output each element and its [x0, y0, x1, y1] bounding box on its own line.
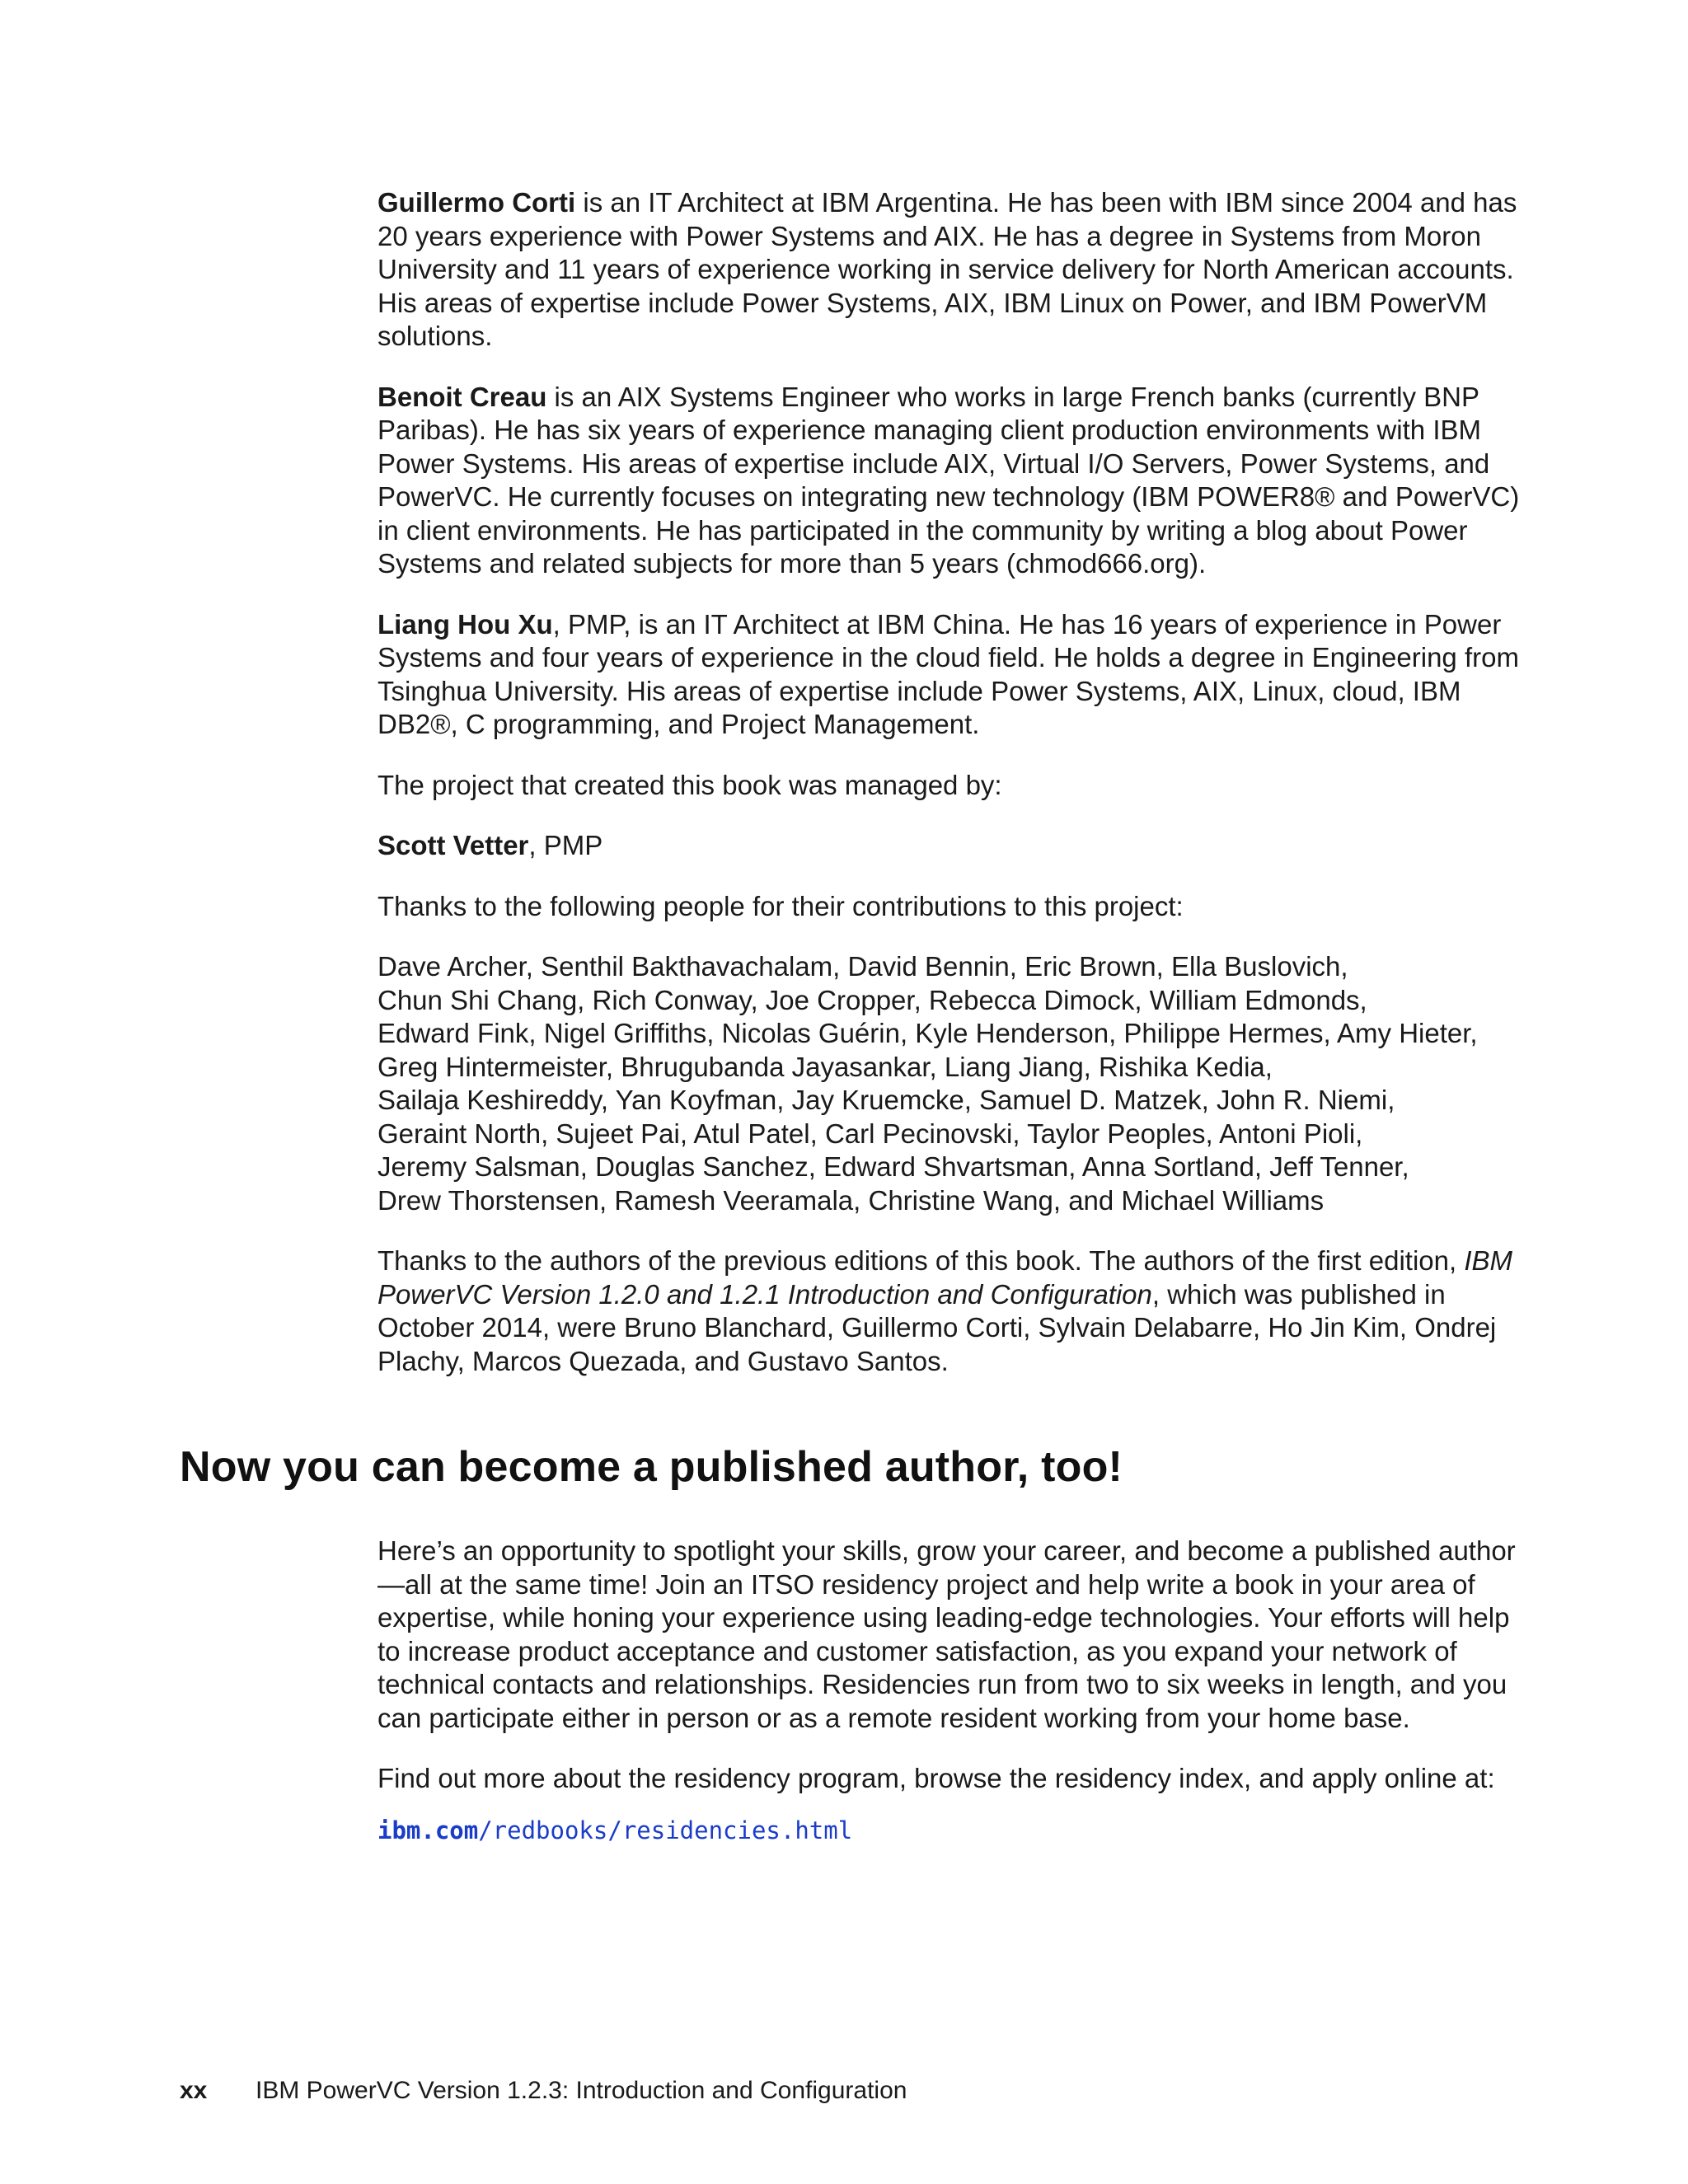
residency-section — [377, 1535, 1531, 1844]
contributors-line: Greg Hintermeister, Bhrugubanda Jayasankar, Liang Jiang, Rishika Kedia, — [377, 1051, 1273, 1082]
bio-text: is an AIX Systems Engineer who works in large French banks (currently BNP Paribas). He has six years of experience managing client production environments with IBM Power Systems. His areas of expertise include AIX, Virtual I/O Servers, Power Systems, and PowerVC. He currently focuses on integrating new technology (IBM POWER8® and PowerVC) in client environments. He has participated in the community by writing a blog about Power Systems and related subjects for more than 5 years (chmod666.org). — [377, 381, 1520, 579]
author-name: Liang Hou Xu — [377, 608, 553, 640]
page-number: xx — [180, 2077, 208, 2104]
link-path[interactable]: /redbooks/residencies.html — [478, 1816, 853, 1844]
acknowledgements-body — [377, 186, 1531, 1405]
previous-editions-text: , which was published in October 2014, were Bruno Blanchard, Guillermo Corti, Sylvain Delabarre, Ho Jin Kim, Ondrej Plachy, Marcos Quezada, and Gustavo Santos. — [377, 1278, 1497, 1376]
author-name: Guillermo Corti — [377, 187, 576, 218]
contributors-line: Chun Shi Chang, Rich Conway, Joe Cropper, Rebecca Dimock, William Edmonds, — [377, 984, 1367, 1015]
footer-book-title: IBM PowerVC Version 1.2.3: Introduction and Configuration — [256, 2077, 907, 2104]
residency-paragraph: Here’s an opportunity to spotlight your skills, grow your career, and become a published author—all at the same time! Join an ITSO residency project and help write a book in your area of expertise, while honing your experience using leading-edge technologies. Your efforts will help to increase product acceptance and customer satisfaction, as you expand your network of technical contacts and relationships. Residencies run from two to six weeks in length, and you can participate either in person or as a remote resident working from your home base. — [377, 1535, 1516, 1733]
bio-paragraph — [377, 608, 1531, 742]
contributors-line: Drew Thorstensen, Ramesh Veeramala, Christine Wang, and Michael Williams — [377, 1184, 1325, 1216]
link-domain[interactable]: ibm.com — [377, 1816, 479, 1844]
previous-editions-paragraph — [377, 1244, 1531, 1378]
contributors-line: Sailaja Keshireddy, Yan Koyfman, Jay Kruemcke, Samuel D. Matzek, John R. Niemi, — [377, 1085, 1395, 1115]
thanks-intro: Thanks to the following people for their contributions to this project: — [377, 890, 1184, 921]
manager-line — [377, 829, 1531, 863]
bio-paragraph — [377, 186, 1531, 354]
contributors-line: Dave Archer, Senthil Bakthavachalam, David Bennin, Eric Brown, Ella Buslovich, — [377, 951, 1348, 982]
author-name: Benoit Creau — [377, 381, 547, 412]
section-heading: Now you can become a published author, too! — [180, 1443, 1123, 1491]
residencies-link[interactable] — [377, 1816, 1531, 1844]
find-out-more: Find out more about the residency program, browse the residency index, and apply online at: — [377, 1763, 1495, 1793]
contributors-list — [377, 950, 1531, 1217]
contributors-line: Jeremy Salsman, Douglas Sanchez, Edward Shvartsman, Anna Sortland, Jeff Tenner, — [377, 1151, 1409, 1182]
bio-text: , PMP, is an IT Architect at IBM China. He has 16 years of experience in Power Systems and four years of experience in the cloud field. He holds a degree in Engineering from Tsinghua University. His areas of expertise include Power Systems, AIX, Linux, cloud, IBM DB2®, C programming, and Project Management. — [377, 608, 1519, 739]
manager-name: Scott Vetter — [377, 830, 529, 860]
previous-editions-text: Thanks to the authors of the previous editions of this book. The authors of the first edition, — [377, 1245, 1465, 1276]
first-edition-title: IBM PowerVC Version 1.2.0 and 1.2.1 Introduction and Configuration — [377, 1245, 1512, 1310]
contributors-line: Edward Fink, Nigel Griffiths, Nicolas Guérin, Kyle Henderson, Philippe Hermes, Amy Hieter, — [377, 1018, 1478, 1048]
contributors-line: Geraint North, Sujeet Pai, Atul Patel, Carl Pecinovski, Taylor Peoples, Antoni Pioli, — [377, 1118, 1363, 1149]
page-footer — [180, 2077, 907, 2105]
manager-suffix: , PMP — [528, 830, 603, 860]
bio-text: is an IT Architect at IBM Argentina. He has been with IBM since 2004 and has 20 years experience with Power Systems and AIX. He has a degree in Systems from Moron University and 11 years of experience working in service delivery for North American accounts. His areas of expertise include Power Systems, AIX, IBM Linux on Power, and IBM PowerVM solutions. — [377, 187, 1517, 351]
bio-paragraph — [377, 381, 1531, 581]
managed-by-intro: The project that created this book was managed by: — [377, 769, 1002, 800]
